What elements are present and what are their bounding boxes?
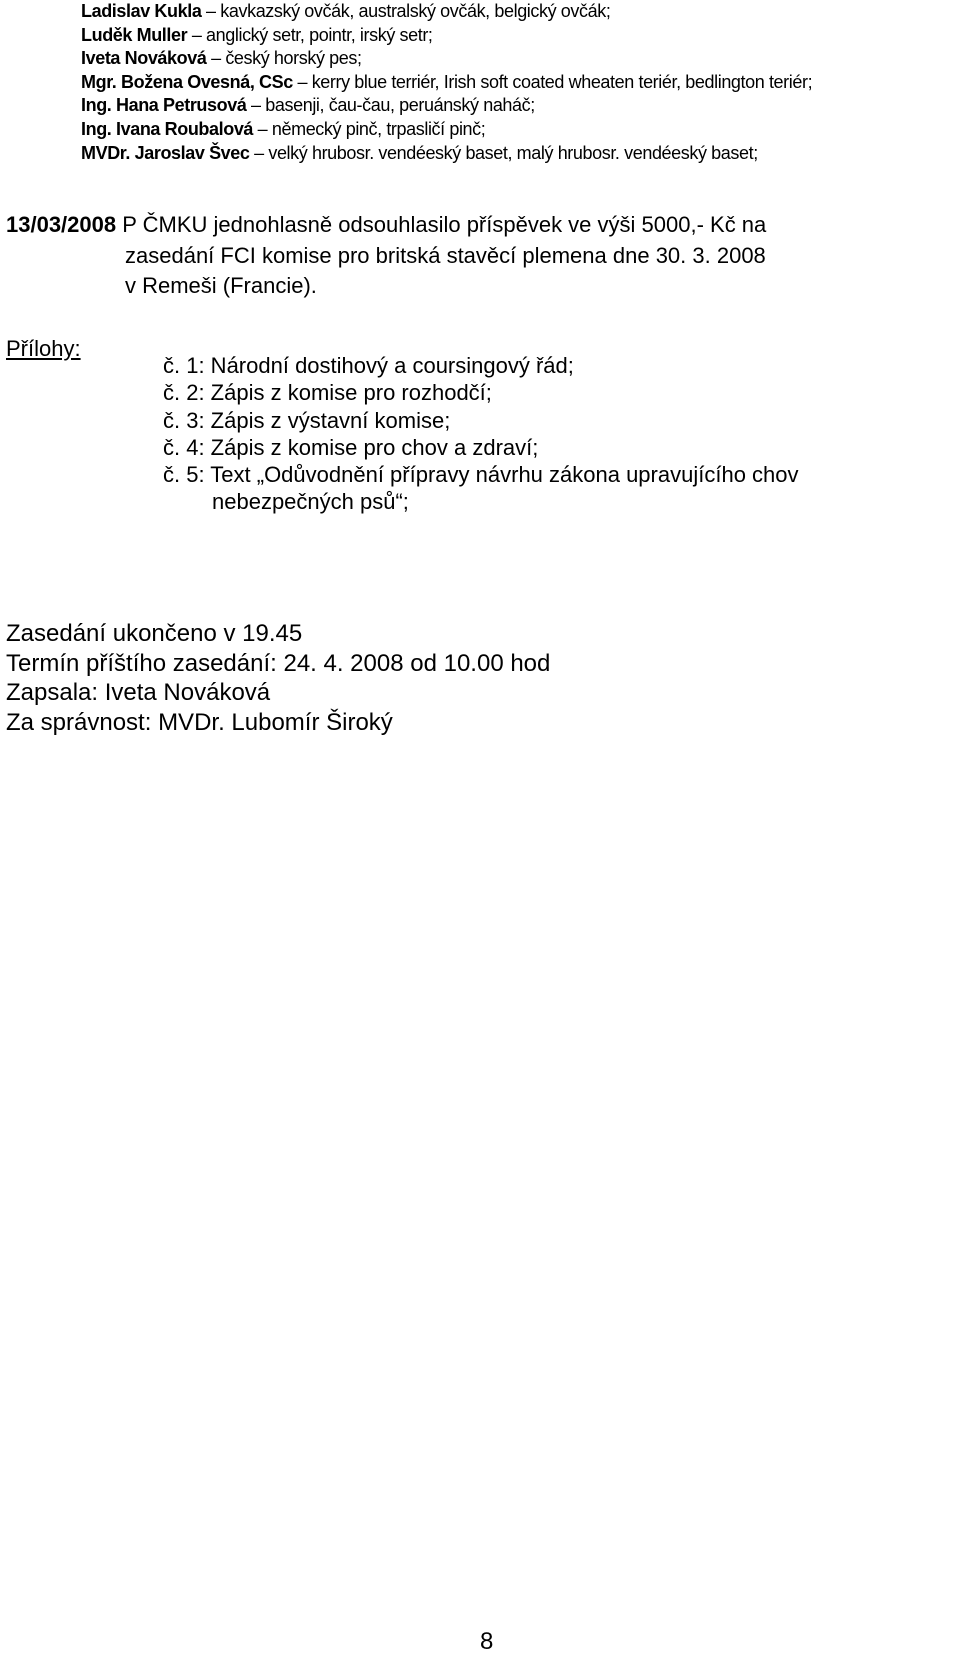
resolution-paragraph — [6, 210, 946, 302]
resolution-date: 13/03/2008 — [6, 212, 117, 237]
judge-separator: – — [187, 24, 207, 45]
judge-separator: – — [292, 71, 312, 92]
resolution-text: P ČMKU jednohlasně odsouhlasilo příspěvek ve výši 5000,- Kč na — [116, 212, 767, 237]
page-number: 8 — [480, 1628, 494, 1655]
resolution-line — [6, 210, 946, 241]
judge-entry — [81, 71, 941, 95]
attachment-item: č. 1: Národní dostihový a coursingový řád; — [163, 353, 574, 378]
judge-breeds: německý pinč, trpasličí pinč; — [271, 118, 486, 139]
recorded-by-line: Zapsala: Iveta Nováková — [6, 679, 271, 706]
judge-entry — [81, 118, 941, 142]
attachment-item-continuation: nebezpečných psů“; — [212, 489, 409, 515]
attachment-item: č. 5: Text „Odůvodnění přípravy návrhu zákona upravujícího chov — [163, 462, 799, 488]
judge-breeds: český horský pes; — [225, 48, 362, 69]
judge-separator: – — [253, 118, 272, 139]
judges-list — [81, 0, 941, 165]
judge-name: Ing. Hana Petrusová — [81, 95, 247, 116]
resolution-line: zasedání FCI komise pro britská stavěcí plemena dne 30. 3. 2008 — [125, 242, 766, 268]
judge-breeds: kavkazský ovčák, australský ovčák, belgický ovčák; — [220, 1, 611, 21]
attachments-list — [163, 352, 953, 516]
judge-entry — [81, 142, 941, 166]
judge-name: MVDr. Jaroslav Švec — [81, 142, 250, 163]
verified-by-line: Za správnost: MVDr. Lubomír Široký — [6, 708, 393, 736]
judge-entry — [81, 94, 941, 118]
attachment-item: č. 2: Zápis z komise pro rozhodčí; — [163, 380, 492, 406]
judge-name: Mgr. Božena Ovesná, CSc — [81, 71, 293, 92]
attachment-item: č. 4: Zápis z komise pro chov a zdraví; — [163, 434, 539, 460]
attachment-item: č. 3: Zápis z výstavní komise; — [163, 407, 451, 433]
next-meeting-line: Termín příštího zasedání: 24. 4. 2008 od 10.00 hod — [6, 649, 551, 677]
judge-breeds: anglický setr, pointr, irský setr; — [206, 24, 433, 45]
meeting-end-line: Zasedání ukončeno v 19.45 — [6, 620, 303, 647]
judge-entry — [81, 0, 941, 24]
judge-breeds: kerry blue terriér, Irish soft coated wheaten teriér, bedlington teriér; — [311, 71, 813, 92]
resolution-line: v Remeši (Francie). — [125, 273, 317, 298]
judge-entry — [81, 24, 941, 48]
judge-name: Ladislav Kukla — [81, 1, 202, 21]
judge-separator: – — [201, 1, 221, 21]
judge-name: Luděk Muller — [81, 24, 188, 45]
judge-separator: – — [246, 95, 266, 116]
judge-separator: – — [249, 142, 269, 163]
judge-entry — [81, 47, 941, 71]
judge-breeds: velký hrubosr. vendéeský baset, malý hrubosr. vendéeský baset; — [268, 142, 758, 163]
judge-separator: – — [206, 48, 226, 69]
closing-block — [6, 619, 946, 737]
judge-name: Iveta Nováková — [81, 48, 207, 69]
judge-breeds: basenji, čau-čau, peruánský naháč; — [265, 95, 535, 116]
judge-name: Ing. Ivana Roubalová — [81, 118, 254, 139]
attachments-heading: Přílohy: — [6, 336, 81, 361]
